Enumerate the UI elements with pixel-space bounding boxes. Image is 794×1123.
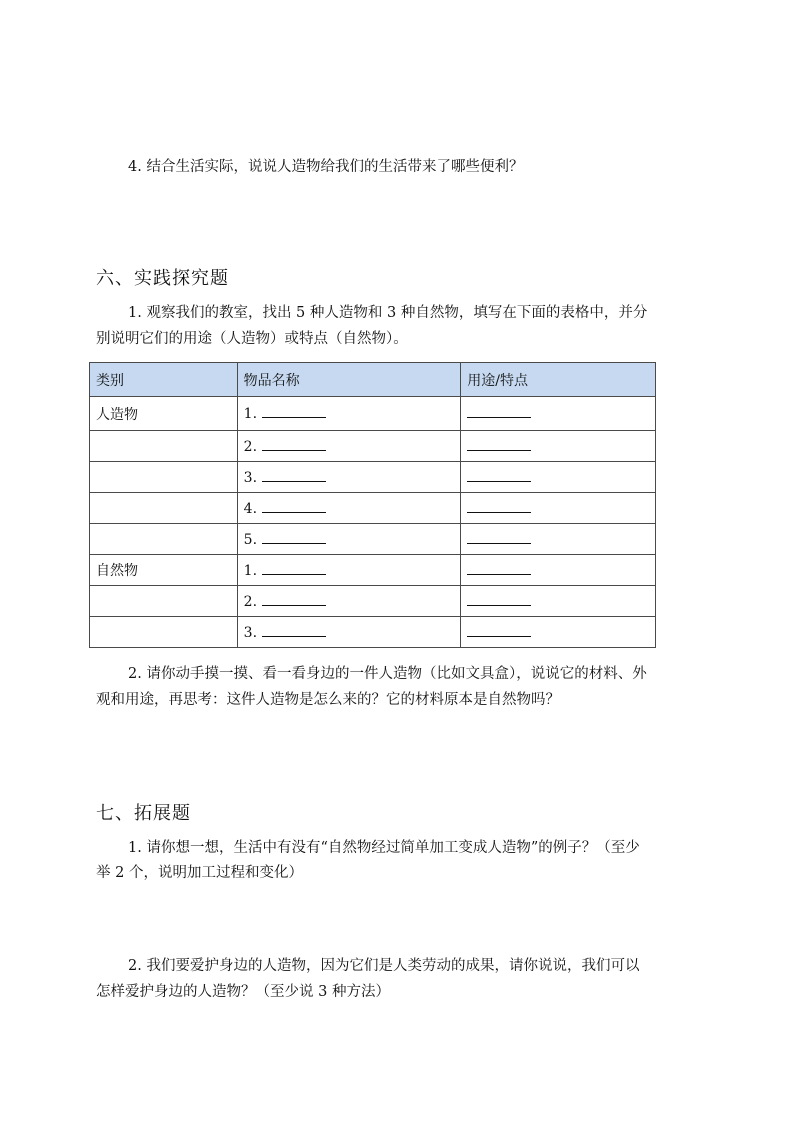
use-cell	[461, 493, 656, 524]
classroom-items-table	[89, 362, 656, 648]
item-name-cell	[237, 397, 461, 431]
header-category: 类别	[90, 363, 238, 397]
use-blank[interactable]	[467, 531, 531, 544]
item-name-cell	[237, 617, 461, 648]
use-cell	[461, 397, 656, 431]
item-name-cell	[237, 431, 461, 462]
use-cell	[461, 524, 656, 555]
use-blank[interactable]	[467, 500, 531, 513]
row-category: 自然物	[90, 555, 238, 586]
item-name-blank[interactable]	[262, 593, 326, 606]
question-4: 4. 结合生活实际，说说人造物给我们的生活带来了哪些便利？	[128, 159, 524, 175]
use-cell	[461, 462, 656, 493]
section-7-heading: 七、拓展题	[96, 803, 191, 824]
row-category: 人造物	[90, 397, 238, 431]
header-use-feature: 用途/特点	[461, 363, 656, 397]
item-number: 3.	[243, 469, 258, 486]
s6-q2-line2: 观和用途，再思考：这件人造物是怎么来的？它的材料原本是自然物吗？	[96, 692, 560, 708]
item-name-blank[interactable]	[262, 531, 326, 544]
item-name-blank[interactable]	[262, 624, 326, 637]
item-name-cell	[237, 493, 461, 524]
item-number: 2.	[243, 438, 258, 455]
table-row	[90, 493, 656, 524]
use-cell	[461, 617, 656, 648]
use-blank[interactable]	[467, 562, 531, 575]
s6-q2-line1: 2. 请你动手摸一摸、看一看身边的一件人造物（比如文具盒），说说它的材料、外	[128, 666, 647, 682]
item-number: 1.	[243, 406, 258, 422]
use-cell	[461, 431, 656, 462]
s7-q1-line1: 1. 请你想一想，生活中有没有“自然物经过简单加工变成人造物”的例子？（至少	[128, 840, 640, 856]
row-category	[90, 524, 238, 555]
table-header-row	[90, 363, 656, 397]
item-number: 5.	[243, 531, 258, 548]
s7-q1-line2: 举 2 个，说明加工过程和变化）	[96, 865, 303, 881]
row-category	[90, 493, 238, 524]
item-number: 1.	[243, 562, 258, 579]
use-blank[interactable]	[467, 624, 531, 637]
use-blank[interactable]	[467, 405, 531, 418]
use-cell	[461, 586, 656, 617]
table-row	[90, 524, 656, 555]
table-row	[90, 586, 656, 617]
use-blank[interactable]	[467, 593, 531, 606]
use-blank[interactable]	[467, 438, 531, 451]
item-number: 3.	[243, 624, 258, 641]
row-category	[90, 586, 238, 617]
s6-q1-line1: 1. 观察我们的教室，找出 5 种人造物和 3 种自然物，填写在下面的表格中，并分	[128, 305, 648, 321]
item-number: 2.	[243, 593, 258, 610]
item-name-cell	[237, 524, 461, 555]
item-name-blank[interactable]	[262, 469, 326, 482]
row-category	[90, 431, 238, 462]
section-6-heading: 六、实践探究题	[96, 268, 229, 289]
use-cell	[461, 555, 656, 586]
item-name-cell	[237, 462, 461, 493]
row-category	[90, 462, 238, 493]
table-row	[90, 397, 656, 431]
table-row	[90, 617, 656, 648]
use-blank[interactable]	[467, 469, 531, 482]
s7-q2-line1: 2. 我们要爱护身边的人造物，因为它们是人类劳动的成果，请你说说，我们可以	[128, 958, 640, 974]
table-row	[90, 431, 656, 462]
item-name-cell	[237, 555, 461, 586]
table-row	[90, 555, 656, 586]
s7-q2-line2: 怎样爱护身边的人造物？（至少说 3 种方法）	[96, 984, 390, 1000]
item-name-blank[interactable]	[262, 438, 326, 451]
table-row	[90, 462, 656, 493]
item-name-blank[interactable]	[262, 500, 326, 513]
row-category	[90, 617, 238, 648]
item-name-cell	[237, 586, 461, 617]
item-number: 4.	[243, 500, 258, 517]
item-name-blank[interactable]	[262, 562, 326, 575]
s6-q1-line2: 别说明它们的用途（人造物）或特点（自然物）。	[96, 331, 408, 347]
item-name-blank[interactable]	[262, 405, 326, 418]
header-item-name: 物品名称	[237, 363, 461, 397]
